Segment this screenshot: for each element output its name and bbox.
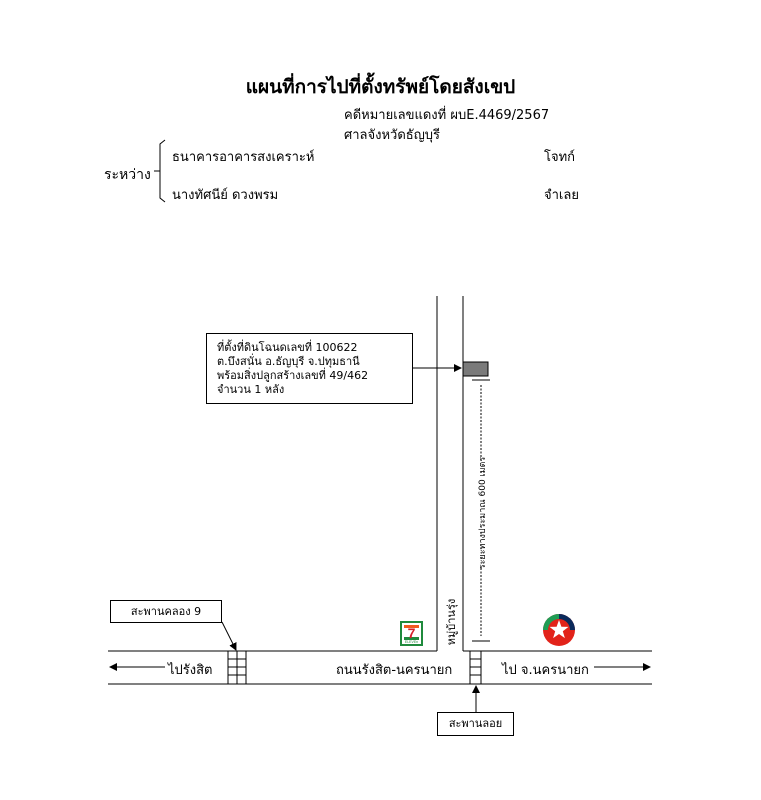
between-bracket bbox=[154, 140, 165, 202]
bridge-loi-callout: สะพานลอย bbox=[437, 712, 514, 736]
bridge-klong9-callout: สะพานคลอง 9 bbox=[110, 600, 222, 623]
svg-text:ELEVEn: ELEVEn bbox=[404, 640, 419, 644]
side-road-label: หมู่บ้านรุ่ง bbox=[445, 598, 458, 646]
klong9-leader bbox=[222, 622, 236, 650]
caltex-star-logo bbox=[543, 614, 575, 646]
property-note-line: จำนวน 1 หลัง bbox=[217, 383, 285, 396]
main-road-label: ถนนรังสิต-นครนายก bbox=[336, 663, 453, 678]
defendant-name: นางทัศนีย์ ดวงพรม bbox=[172, 188, 279, 203]
to-nakhonnayok-label: ไป จ.นครนายก bbox=[502, 663, 589, 678]
property-marker bbox=[463, 362, 488, 376]
bridge-loi-symbol bbox=[470, 651, 481, 684]
distance-label: ระยะทางประมาณ 600 เมตร bbox=[478, 456, 488, 570]
page-title: แผนที่การไปที่ตั้งทรัพย์โดยสังเขป bbox=[245, 76, 516, 98]
between-label: ระหว่าง bbox=[104, 167, 151, 183]
plaintiff-role: โจทก์ bbox=[544, 150, 576, 165]
seven-eleven-logo bbox=[401, 622, 422, 645]
defendant-role: จำเลย bbox=[544, 188, 579, 203]
plaintiff-name: ธนาคารอาคารสงเคราะห์ bbox=[172, 150, 315, 165]
case-number: คดีหมายเลขแดงที่ ผบE.4469/2567 bbox=[344, 108, 550, 123]
property-note-line: ที่ตั้งที่ดินโฉนดเลขที่ 100622 bbox=[217, 341, 358, 354]
court-name: ศาลจังหวัดธัญบุรี bbox=[344, 128, 441, 143]
svg-text:7: 7 bbox=[407, 625, 416, 641]
bridge-klong9-symbol bbox=[228, 651, 246, 684]
to-rangsit-label: ไปรังสิต bbox=[168, 663, 213, 678]
property-note-line: ต.บึงสนั่น อ.ธัญบุรี จ.ปทุมธานี bbox=[217, 355, 360, 368]
property-note-line: พร้อมสิ่งปลูกสร้างเลขที่ 49/462 bbox=[217, 369, 369, 382]
property-note-box bbox=[206, 333, 413, 404]
